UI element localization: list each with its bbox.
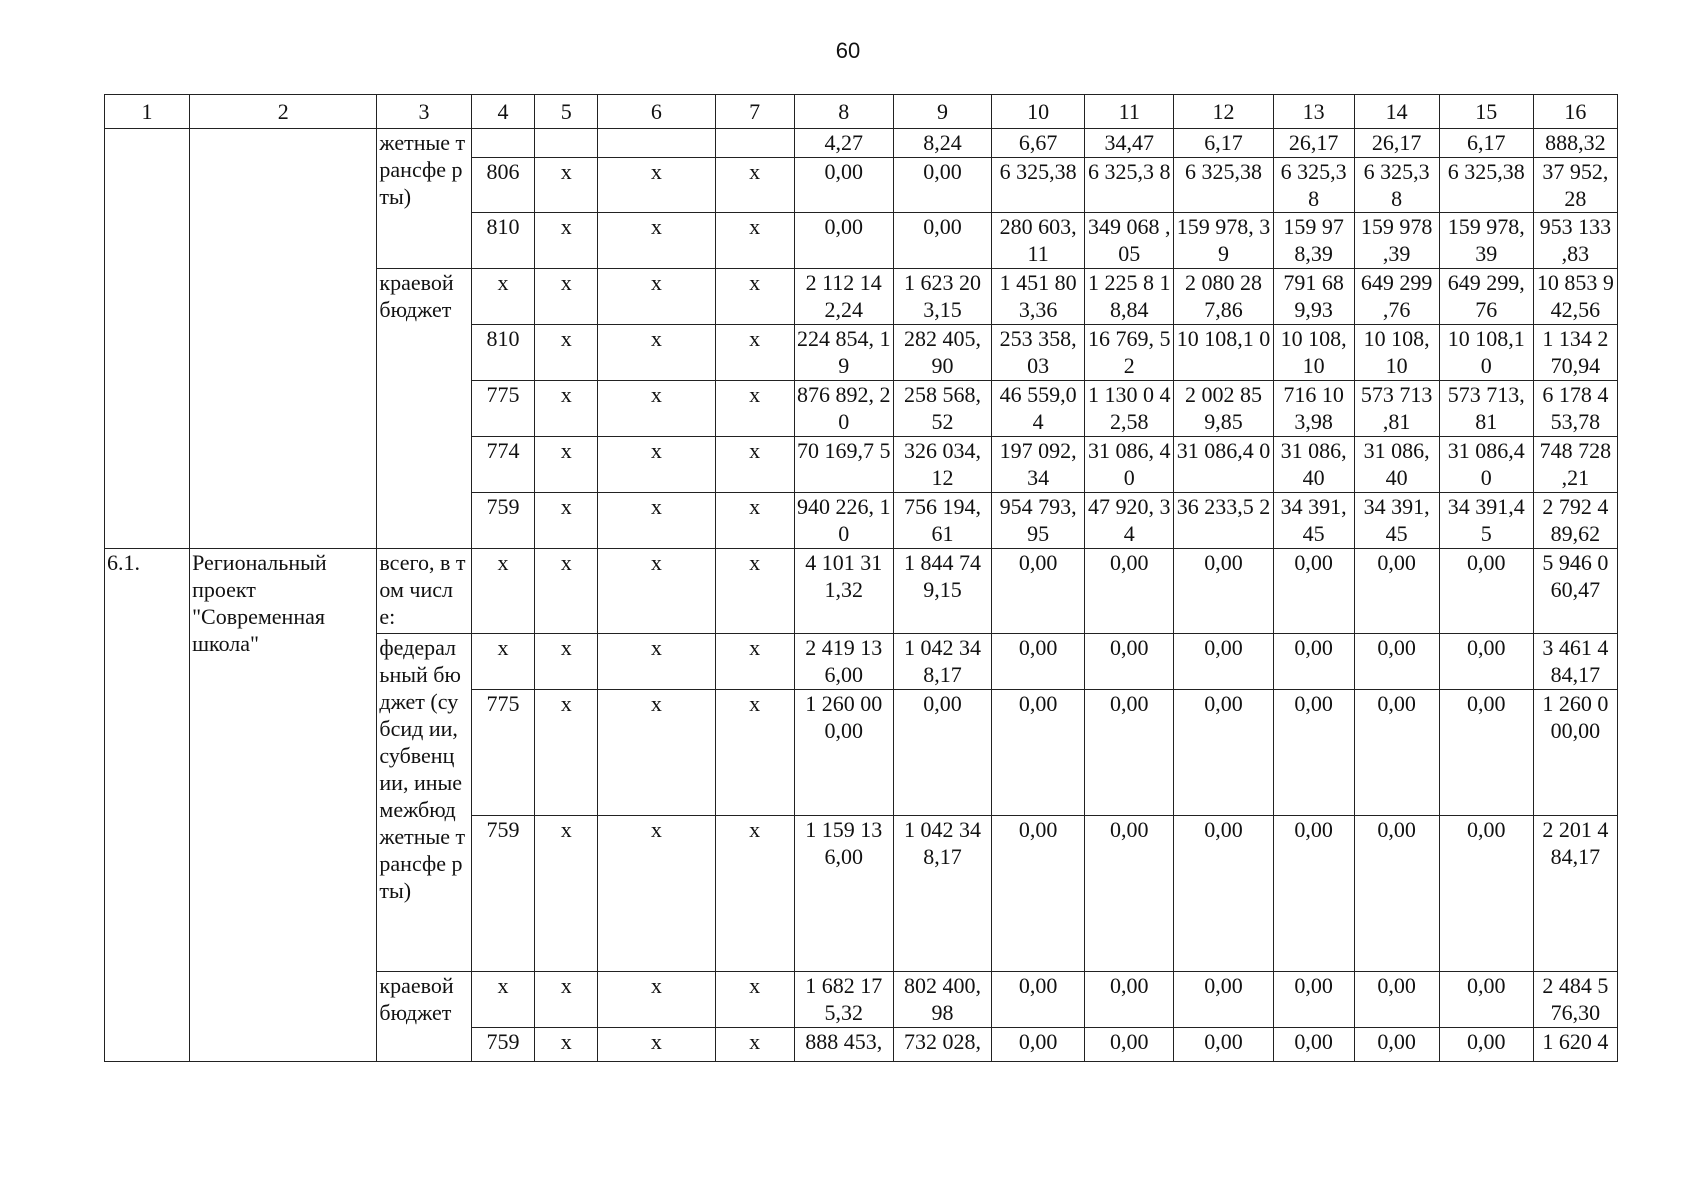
amount-cell: 34 391,4 5 [1439,493,1533,549]
amount-cell: 802 400, 98 [893,972,991,1028]
amount-cell: 4,27 [794,129,893,158]
amount-cell: 0,00 [1174,816,1273,972]
kbk-cell: x [471,549,535,634]
funding-source-cell: краевой бюджет [377,972,471,1062]
kbk-cell: x [471,269,535,325]
kbk-cell: 759 [471,1028,535,1062]
funding-source-cell: федерал ьный бюджет (субсид ии, субвенц ии, иные межбюд жетные трансфе рты) [377,634,471,972]
amount-cell: 0,00 [992,972,1085,1028]
header-cell: 2 [190,95,377,129]
amount-cell: 6 325,38 [1174,158,1273,213]
code-cell: x [598,325,715,381]
amount-cell: 159 978, 39 [1439,213,1533,269]
code-cell: x [535,690,598,816]
code-cell: x [535,549,598,634]
amount-cell: 70 169,7 5 [794,437,893,493]
amount-cell: 6 325,3 8 [1354,158,1439,213]
kbk-cell: 806 [471,158,535,213]
funding-source-cell: краевой бюджет [377,269,471,549]
amount-cell: 159 97 8,39 [1273,213,1354,269]
code-cell: x [535,437,598,493]
kbk-cell: 810 [471,213,535,269]
amount-cell: 6 325,38 [992,158,1085,213]
code-cell: x [715,493,794,549]
code-cell: x [598,158,715,213]
code-cell: x [598,634,715,690]
header-cell: 5 [535,95,598,129]
amount-cell: 954 793, 95 [992,493,1085,549]
header-cell: 12 [1174,95,1273,129]
amount-cell: 0,00 [1273,972,1354,1028]
amount-cell: 6 325,38 [1439,158,1533,213]
amount-cell: 34 391, 45 [1354,493,1439,549]
total-cell: 2 484 5 76,30 [1533,972,1617,1028]
code-cell: x [715,634,794,690]
code-cell: x [715,1028,794,1062]
amount-cell: 791 68 9,93 [1273,269,1354,325]
amount-cell: 2 002 85 9,85 [1174,381,1273,437]
total-cell: 1 260 0 00,00 [1533,690,1617,816]
total-cell: 748 728 ,21 [1533,437,1617,493]
code-cell: x [598,381,715,437]
total-cell: 5 946 0 60,47 [1533,549,1617,634]
code-cell: x [535,325,598,381]
kbk-cell: x [471,634,535,690]
amount-cell: 2 112 14 2,24 [794,269,893,325]
amount-cell: 0,00 [1273,1028,1354,1062]
amount-cell: 31 086, 40 [1085,437,1174,493]
code-cell: x [535,493,598,549]
amount-cell: 1 682 17 5,32 [794,972,893,1028]
amount-cell: 326 034, 12 [893,437,991,493]
code-cell: x [535,213,598,269]
kbk-cell: x [471,972,535,1028]
amount-cell: 1 623 20 3,15 [893,269,991,325]
amount-cell: 0,00 [1085,690,1174,816]
code-cell: x [598,972,715,1028]
amount-cell: 0,00 [1354,816,1439,972]
amount-cell: 8,24 [893,129,991,158]
amount-cell: 0,00 [1174,634,1273,690]
code-cell: x [535,972,598,1028]
amount-cell: 1 130 0 42,58 [1085,381,1174,437]
amount-cell: 649 299 ,76 [1354,269,1439,325]
amount-cell: 876 892, 20 [794,381,893,437]
amount-cell: 0,00 [1354,690,1439,816]
kbk-cell: 759 [471,816,535,972]
header-cell: 7 [715,95,794,129]
amount-cell: 6,17 [1439,129,1533,158]
amount-cell: 0,00 [1273,690,1354,816]
header-cell: 9 [893,95,991,129]
code-cell: x [715,690,794,816]
amount-cell: 1 042 34 8,17 [893,634,991,690]
total-cell: 2 792 4 89,62 [1533,493,1617,549]
amount-cell: 0,00 [1439,634,1533,690]
code-cell: x [535,158,598,213]
amount-cell: 0,00 [893,158,991,213]
header-cell: 13 [1273,95,1354,129]
amount-cell: 282 405, 90 [893,325,991,381]
amount-cell: 0,00 [992,634,1085,690]
kbk-cell: 774 [471,437,535,493]
amount-cell: 1 225 8 18,84 [1085,269,1174,325]
amount-cell: 0,00 [1439,972,1533,1028]
amount-cell: 732 028, [893,1028,991,1062]
amount-cell: 0,00 [1273,634,1354,690]
amount-cell: 31 086,4 0 [1439,437,1533,493]
amount-cell: 26,17 [1273,129,1354,158]
code-cell: x [598,269,715,325]
amount-cell: 756 194, 61 [893,493,991,549]
amount-cell: 26,17 [1354,129,1439,158]
code-cell: x [715,549,794,634]
code-cell: x [715,325,794,381]
amount-cell: 0,00 [992,549,1085,634]
amount-cell: 1 159 13 6,00 [794,816,893,972]
total-cell: 3 461 4 84,17 [1533,634,1617,690]
code-cell: x [715,158,794,213]
amount-cell: 0,00 [1174,972,1273,1028]
amount-cell: 258 568, 52 [893,381,991,437]
code-cell [715,129,794,158]
amount-cell: 2 419 13 6,00 [794,634,893,690]
code-cell: x [598,493,715,549]
page-number: 60 [835,38,861,63]
amount-cell: 0,00 [1174,1028,1273,1062]
amount-cell: 224 854, 19 [794,325,893,381]
amount-cell: 6 325,3 8 [1085,158,1174,213]
kbk-cell: 810 [471,325,535,381]
amount-cell: 253 358, 03 [992,325,1085,381]
header-cell: 8 [794,95,893,129]
total-cell: 37 952, 28 [1533,158,1617,213]
amount-cell: 0,00 [893,690,991,816]
code-cell: x [598,549,715,634]
kbk-cell: 759 [471,493,535,549]
amount-cell: 0,00 [1439,1028,1533,1062]
amount-cell: 197 092, 34 [992,437,1085,493]
amount-cell: 0,00 [1085,549,1174,634]
amount-cell: 0,00 [1085,816,1174,972]
code-cell: x [535,816,598,972]
amount-cell: 349 068 ,05 [1085,213,1174,269]
amount-cell: 31 086,4 0 [1174,437,1273,493]
code-cell [535,129,598,158]
table-row [105,549,1618,634]
row-number-cell [105,129,190,549]
row-name-cell [190,129,377,549]
amount-cell: 0,00 [1085,634,1174,690]
funding-source-cell: всего, в том числе: [377,549,471,634]
amount-cell: 888 453, [794,1028,893,1062]
total-cell: 1 620 4 [1533,1028,1617,1062]
amount-cell: 0,00 [794,213,893,269]
amount-cell: 31 086, 40 [1273,437,1354,493]
amount-cell: 10 108, 10 [1354,325,1439,381]
amount-cell: 34,47 [1085,129,1174,158]
amount-cell: 0,00 [893,213,991,269]
header-cell: 14 [1354,95,1439,129]
amount-cell: 6,17 [1174,129,1273,158]
header-row [105,95,1618,129]
code-cell: x [598,816,715,972]
budget-table [104,94,1618,1062]
amount-cell: 0,00 [1085,972,1174,1028]
amount-cell: 573 713 ,81 [1354,381,1439,437]
funding-source-cell: жетные трансфе рты) [377,129,471,269]
code-cell: x [715,437,794,493]
code-cell: x [715,269,794,325]
amount-cell: 10 108, 10 [1273,325,1354,381]
total-cell: 2 201 4 84,17 [1533,816,1617,972]
amount-cell: 716 10 3,98 [1273,381,1354,437]
amount-cell: 1 042 34 8,17 [893,816,991,972]
amount-cell: 0,00 [992,816,1085,972]
amount-cell: 10 108,1 0 [1439,325,1533,381]
amount-cell: 0,00 [1174,549,1273,634]
amount-cell: 0,00 [1354,1028,1439,1062]
amount-cell: 46 559,0 4 [992,381,1085,437]
amount-cell: 940 226, 10 [794,493,893,549]
amount-cell: 0,00 [1439,816,1533,972]
amount-cell: 0,00 [1439,549,1533,634]
amount-cell: 34 391, 45 [1273,493,1354,549]
amount-cell: 47 920, 34 [1085,493,1174,549]
total-cell: 10 853 942,56 [1533,269,1617,325]
code-cell: x [535,634,598,690]
code-cell: x [535,269,598,325]
amount-cell: 0,00 [992,690,1085,816]
total-cell: 888,32 [1533,129,1617,158]
amount-cell: 0,00 [1354,972,1439,1028]
row-number-cell: 6.1. [105,549,190,1062]
amount-cell: 0,00 [1273,549,1354,634]
header-cell: 11 [1085,95,1174,129]
header-cell: 10 [992,95,1085,129]
amount-cell: 159 978 ,39 [1354,213,1439,269]
code-cell: x [598,1028,715,1062]
amount-cell: 36 233,5 2 [1174,493,1273,549]
amount-cell: 0,00 [1085,1028,1174,1062]
amount-cell: 0,00 [1273,816,1354,972]
amount-cell: 649 299, 76 [1439,269,1533,325]
amount-cell: 0,00 [794,158,893,213]
header-cell: 1 [105,95,190,129]
amount-cell: 0,00 [1354,634,1439,690]
code-cell: x [598,213,715,269]
amount-cell: 0,00 [1354,549,1439,634]
table-row [105,129,1618,158]
code-cell: x [598,690,715,816]
code-cell: x [715,213,794,269]
header-cell: 15 [1439,95,1533,129]
amount-cell: 31 086, 40 [1354,437,1439,493]
kbk-cell [471,129,535,158]
code-cell: x [715,381,794,437]
kbk-cell: 775 [471,381,535,437]
amount-cell: 6 325,3 8 [1273,158,1354,213]
code-cell: x [598,437,715,493]
total-cell: 1 134 2 70,94 [1533,325,1617,381]
code-cell [598,129,715,158]
project-name-cell: Региональный проект "Современная школа" [190,549,377,1062]
header-cell: 3 [377,95,471,129]
header-cell: 6 [598,95,715,129]
amount-cell: 0,00 [1439,690,1533,816]
code-cell: x [715,972,794,1028]
amount-cell: 0,00 [992,1028,1085,1062]
amount-cell: 1 844 74 9,15 [893,549,991,634]
header-cell: 16 [1533,95,1617,129]
amount-cell: 2 080 28 7,86 [1174,269,1273,325]
amount-cell: 6,67 [992,129,1085,158]
amount-cell: 4 101 31 1,32 [794,549,893,634]
total-cell: 953 133 ,83 [1533,213,1617,269]
code-cell: x [715,816,794,972]
amount-cell: 159 978, 39 [1174,213,1273,269]
amount-cell: 280 603, 11 [992,213,1085,269]
amount-cell: 1 451 80 3,36 [992,269,1085,325]
amount-cell: 1 260 00 0,00 [794,690,893,816]
amount-cell: 573 713, 81 [1439,381,1533,437]
total-cell: 6 178 4 53,78 [1533,381,1617,437]
amount-cell: 16 769, 52 [1085,325,1174,381]
code-cell: x [535,381,598,437]
amount-cell: 0,00 [1174,690,1273,816]
code-cell: x [535,1028,598,1062]
kbk-cell: 775 [471,690,535,816]
header-cell: 4 [471,95,535,129]
amount-cell: 10 108,1 0 [1174,325,1273,381]
